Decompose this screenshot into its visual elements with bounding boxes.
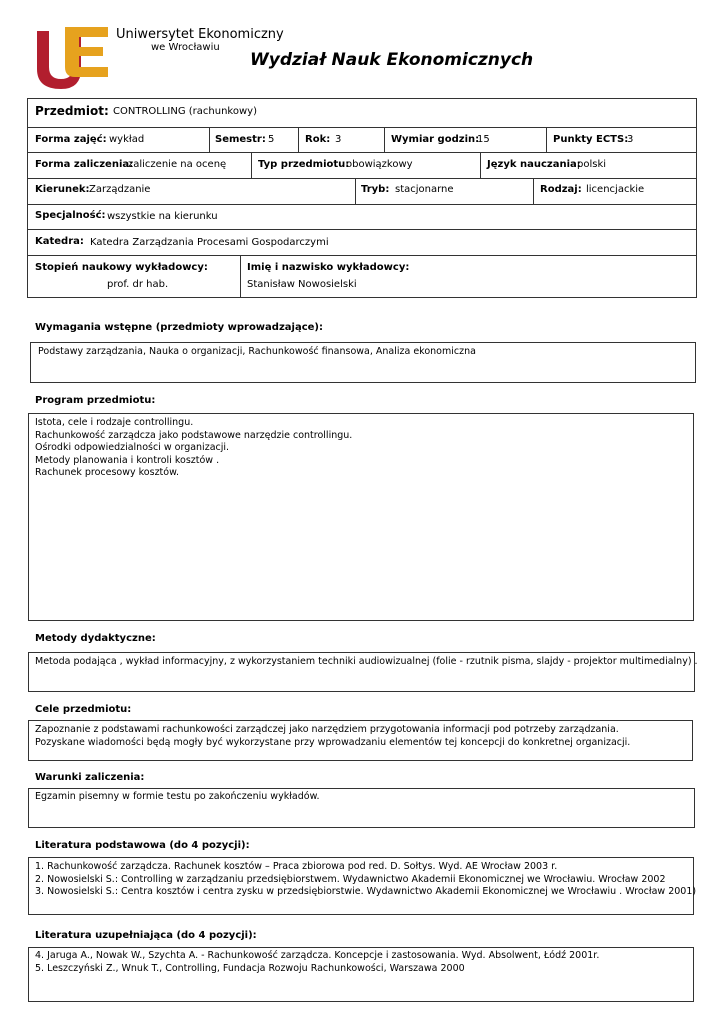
tryb-label: Tryb: [361, 184, 390, 195]
specjalnosc-value: wszystkie na kierunku [107, 211, 218, 222]
wymiar-godzin-value: 15 [477, 134, 490, 145]
wymagania-text: Podstawy zarządzania, Nauka o organizacji, Rachunkowość finansowa, Analiza ekonomiczna [38, 346, 476, 357]
rodzaj-label: Rodzaj: [540, 184, 582, 195]
forma-zajec-label: Forma zajęć: [35, 134, 107, 145]
university-logo [35, 25, 110, 91]
semestr-label: Semestr: [215, 134, 266, 145]
jezyk-label: Język nauczania: [487, 159, 581, 170]
forma-zajec-value: wykład [109, 134, 145, 145]
university-city: we Wrocławiu [151, 42, 220, 53]
rok-label: Rok: [305, 134, 331, 145]
forma-zaliczenia-label: Forma zaliczenia: [35, 159, 134, 170]
specjalnosc-label: Specjalność: [35, 210, 106, 221]
metody-text: Metoda podająca , wykład informacyjny, z wykorzystaniem techniki audiowizualnej (folie - rzutnik pisma, slajdy - projektor multimedialny) . [35, 656, 698, 667]
faculty-title: Wydział Nauk Ekonomicznych [250, 50, 534, 70]
ects-value: 3 [627, 134, 634, 145]
program-text: Istota, cele i rodzaje controllingu. Rachunkowość zarządcza jako podstawowe narzędzie controllingu. Ośrodki odpowiedzialności w organizacji. Metody planowania i kontroli kosztów . Rachunek procesowy kosztów. [35, 417, 353, 478]
literatura-podstawowa-text: 1. Rachunkowość zarządcza. Rachunek kosztów – Praca zbiorowa pod red. D. Sołtys. Wyd. AE Wrocław 2003 r. 2. Nowosielski S.: Controlling w zarządzaniu przedsiębiorstwem. Wydawnictwo Akademii Ekonomicznej we Wrocławiu. Wrocław 2002 3. Nowosielski S.: Centra kosztów i centra zysku w przedsiębiorstwie. Wydawnictwo Akademii Ekonomicznej we Wrocławiu . Wrocław 2001) [35, 861, 697, 897]
warunki-title: Warunki zaliczenia: [35, 772, 145, 783]
przedmiot-value: CONTROLLING (rachunkowy) [113, 106, 257, 117]
cele-text: Zapoznanie z podstawami rachunkowości zarządczej jako narzędziem przygotowania informacji pod potrzeby zarządzania. Pozyskane wiadomości będą mogły być wykorzystane przy wprowadzaniu elementów tej koncepcji do konkretnej organizacji. [35, 724, 631, 748]
katedra-value: Katedra Zarządzania Procesami Gospodarczymi [90, 237, 329, 248]
typ-przedmiotu-value: obowiązkowy [346, 159, 413, 170]
wykladowca-value: Stanisław Nowosielski [247, 279, 357, 290]
stopien-value: prof. dr hab. [107, 279, 169, 290]
literatura-uzupelniajaca-text: 4. Jaruga A., Nowak W., Szychta A. - Rachunkowość zarządcza. Koncepcje i zastosowania. Wyd. Absolwent, Łódź 2001r. 5. Leszczyński Z., Wnuk T., Controlling, Fundacja Rozwoju Rachunkowości, Warszawa 2000 [35, 950, 600, 974]
rok-value: 3 [335, 134, 342, 145]
wykladowca-label: Imię i nazwisko wykładowcy: [247, 262, 410, 273]
rodzaj-value: licencjackie [586, 184, 645, 195]
wymagania-title: Wymagania wstępne (przedmioty wprowadzające): [35, 322, 323, 333]
typ-przedmiotu-label: Typ przedmiotu: [258, 159, 350, 170]
program-title: Program przedmiotu: [35, 395, 156, 406]
kierunek-label: Kierunek: [35, 184, 90, 195]
semestr-value: 5 [268, 134, 275, 145]
tryb-value: stacjonarne [395, 184, 454, 195]
forma-zaliczenia-value: zaliczenie na ocenę [128, 159, 227, 170]
metody-title: Metody dydaktyczne: [35, 633, 156, 644]
katedra-label: Katedra: [35, 236, 84, 247]
university-name: Uniwersytet Ekonomiczny [116, 27, 284, 42]
stopien-label: Stopień naukowy wykładowcy: [35, 262, 208, 273]
cele-title: Cele przedmiotu: [35, 704, 132, 715]
przedmiot-label: Przedmiot: [35, 104, 109, 118]
ects-label: Punkty ECTS: [553, 134, 629, 145]
warunki-text: Egzamin pisemny w formie testu po zakończeniu wykładów. [35, 791, 320, 802]
jezyk-value: polski [577, 159, 607, 170]
kierunek-value: Zarządzanie [89, 184, 151, 195]
literatura-uzupelniajaca-title: Literatura uzupełniająca (do 4 pozycji): [35, 930, 257, 941]
wymiar-godzin-label: Wymiar godzin: [391, 134, 480, 145]
literatura-podstawowa-title: Literatura podstawowa (do 4 pozycji): [35, 840, 250, 851]
